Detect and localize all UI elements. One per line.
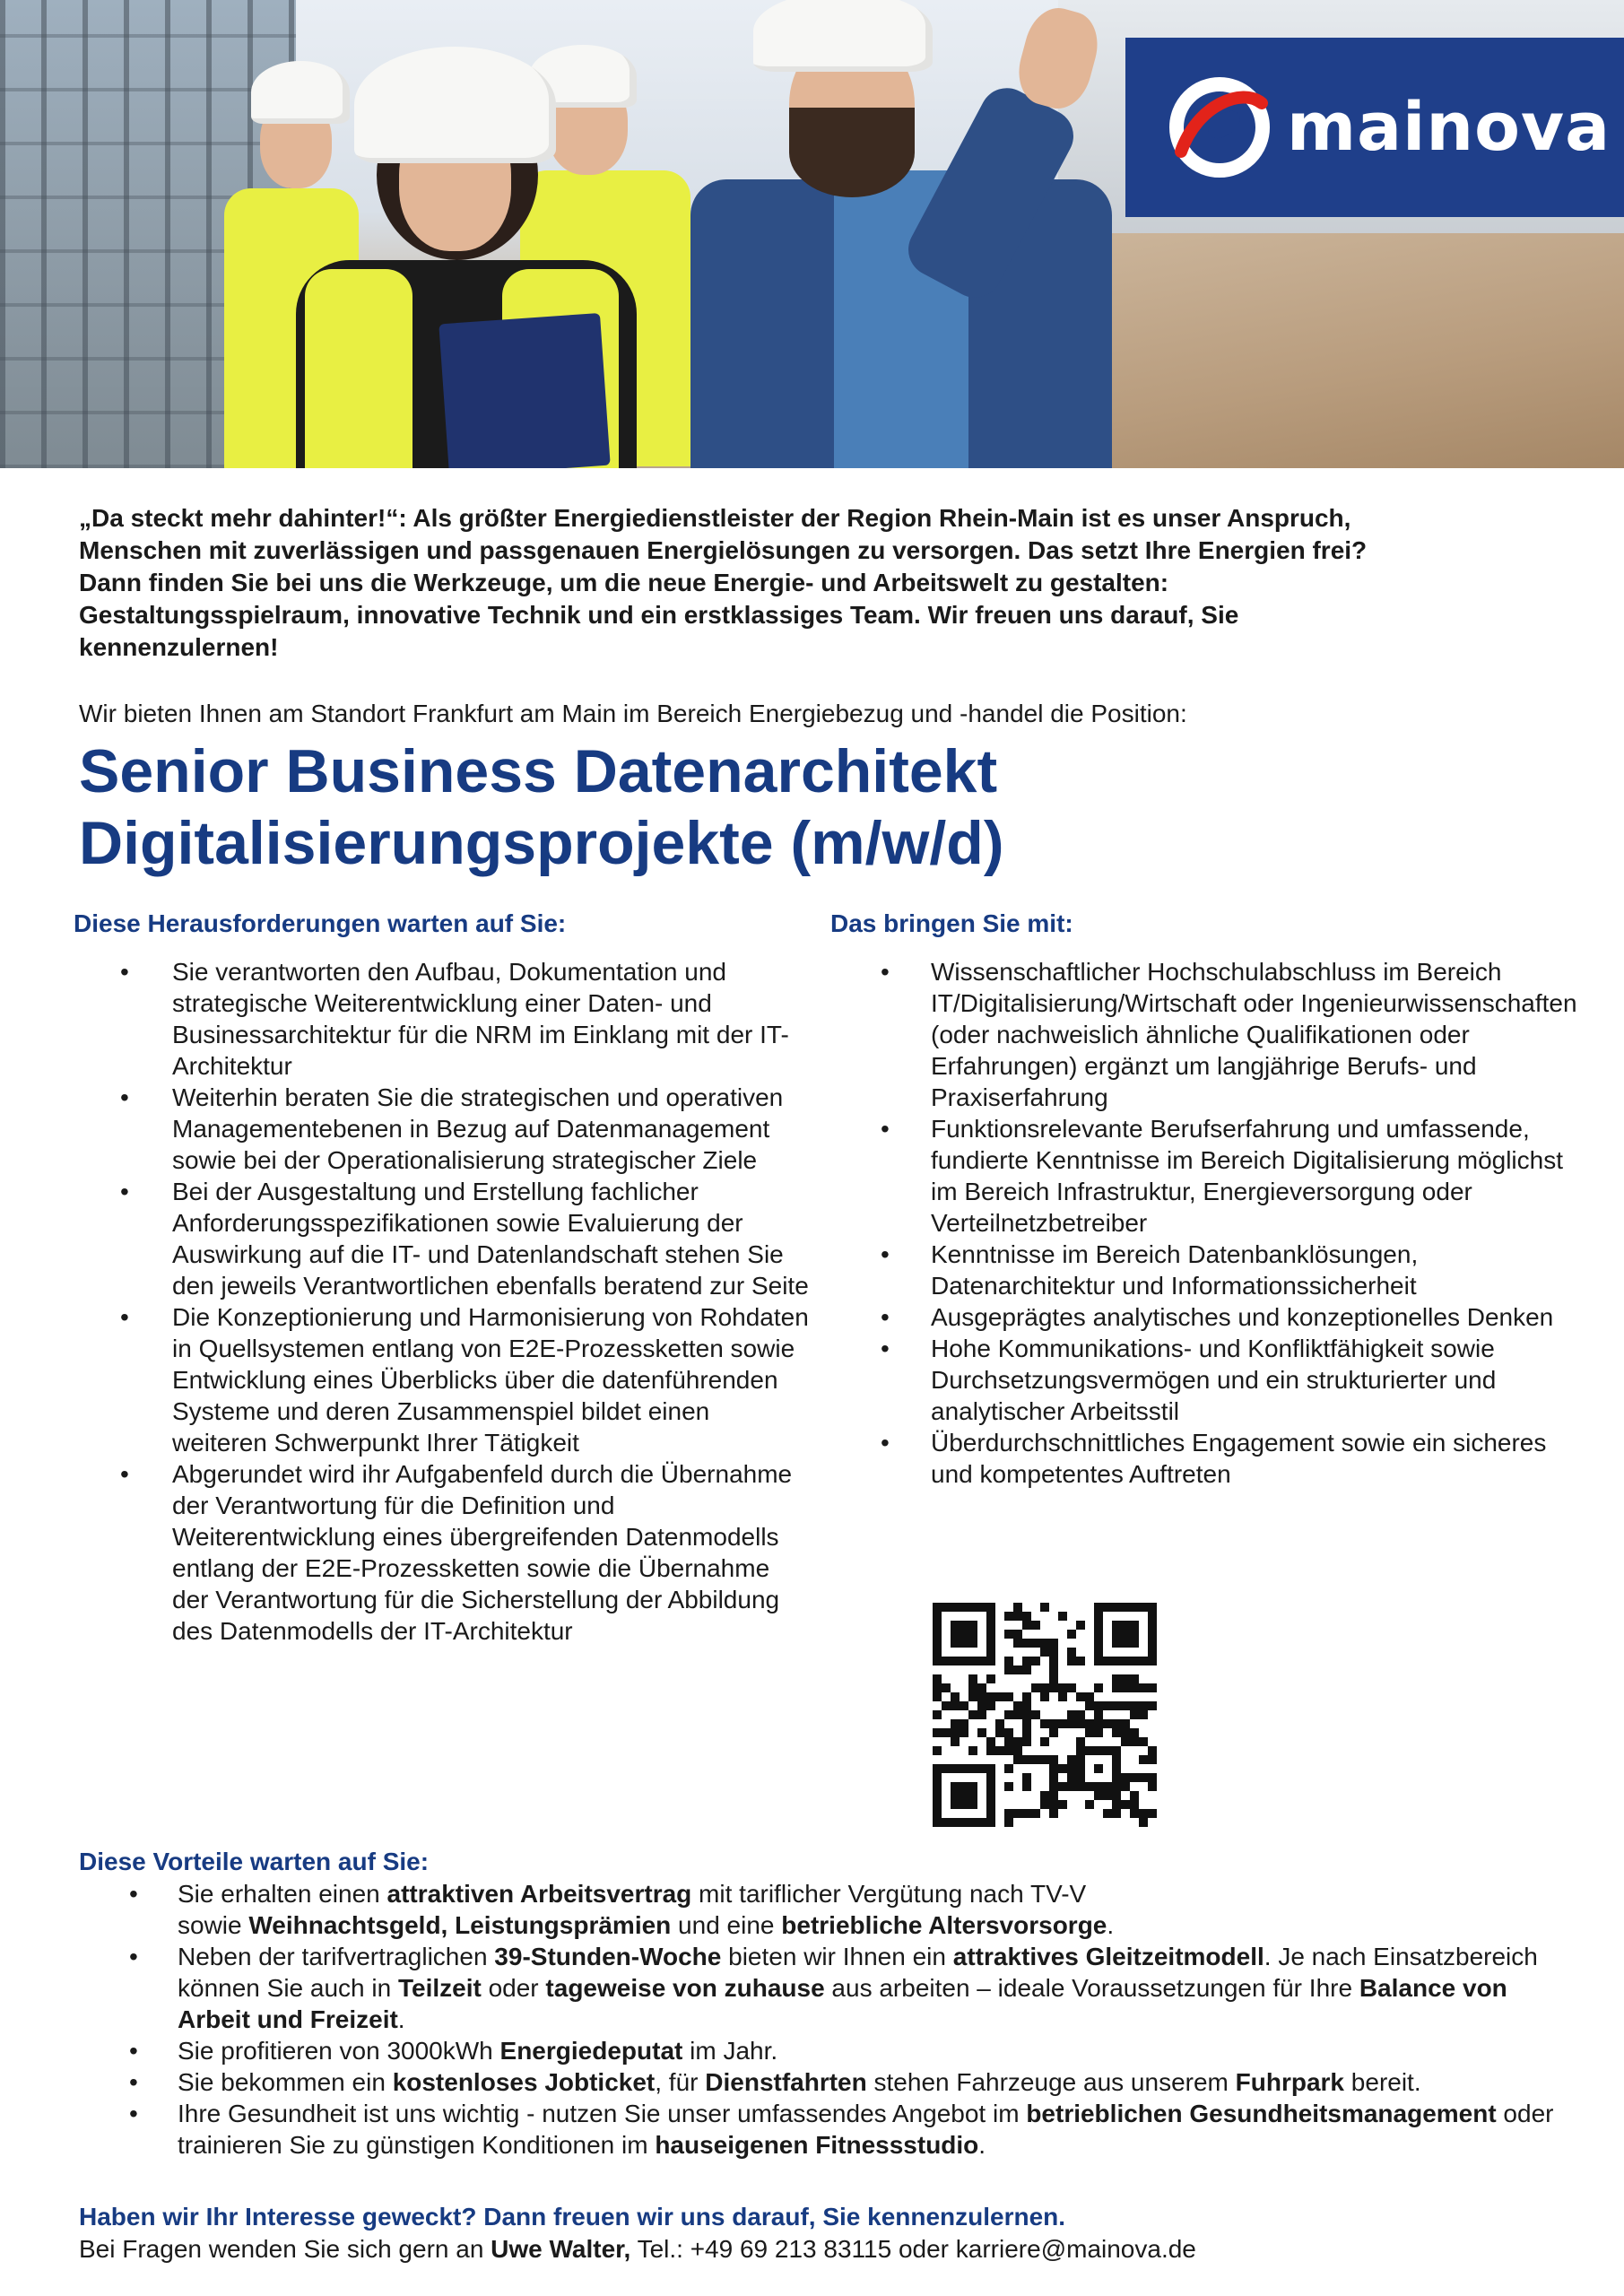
- requirements-heading: Das bringen Sie mit:: [830, 909, 1073, 937]
- position-intro-line: Wir bieten Ihnen am Standort Frankfurt am Main im Bereich Energiebezug und -handel die Position:: [79, 700, 1187, 727]
- list-item: • Neben der tarifvertraglichen 39-Stunden-Woche bieten wir Ihnen ein attraktives Gleitzeitmodell. Je nach Einsatzbereich können Sie auch in Teilzeit oder tageweise von zuhause aus arbeiten – ideale Voraussetzungen für Ihre Balance von Arbeit und Freizeit.: [79, 1941, 1585, 2035]
- list-item: • Wissenschaftlicher Hochschulabschluss im Bereich IT/Digitalisierung/Wirtschaft oder Ingenieurwissenschaften (oder nachweislich ähnliche Qualifikationen oder Erfahrungen) ergänzt um langjährige Berufs- und Praxiserfahrung: [830, 956, 1580, 1113]
- qr-code-icon[interactable]: [933, 1603, 1157, 1827]
- list-item: • Abgerundet wird ihr Aufgabenfeld durch die Übernahme der Verantwortung für die Definition und Weiterentwicklung eines übergreifenden Datenmodells entlang der E2E-Prozessketten sowie die Übernahme der Verantwortung für die Sicherstellung der Abbildung des Datenmodells der IT-Architektur: [74, 1458, 809, 1647]
- mainova-logo-mark-icon: [1161, 69, 1278, 186]
- closing-section: [79, 2201, 1585, 2266]
- list-item: • Ausgeprägtes analytisches und konzeptionelles Denken: [830, 1301, 1580, 1333]
- job-title-line-2: Digitalisierungsprojekte (m/w/d): [79, 809, 1004, 877]
- job-title-line-1: Senior Business Datenarchitekt: [79, 737, 998, 805]
- list-item: • Sie verantworten den Aufbau, Dokumentation und strategische Weiterentwicklung einer Daten- und Businessarchitektur für die NRM im Einklang mit der IT-Architektur: [74, 956, 809, 1082]
- list-item: • Kenntnisse im Bereich Datenbanklösungen, Datenarchitektur und Informationssicherheit: [830, 1239, 1580, 1301]
- list-item: • Sie erhalten einen attraktiven Arbeitsvertrag mit tariflicher Vergütung nach TV-V sowie Weihnachtsgeld, Leistungsprämien und eine betriebliche Altersvorsorge.: [79, 1878, 1585, 1941]
- challenges-list: [74, 956, 809, 1647]
- list-item: • Bei der Ausgestaltung und Erstellung fachlicher Anforderungsspezifikationen sowie Evaluierung der Auswirkung auf die IT- und Datenlandschaft stehen Sie den jeweils Verantwortlichen ebenfalls beratend zur Seite: [74, 1176, 809, 1301]
- challenges-heading: Diese Herausforderungen warten auf Sie:: [74, 909, 567, 937]
- list-item: • Weiterhin beraten Sie die strategischen und operativen Managementebenen in Bezug auf Datenmanagement sowie bei der Operationalisierung strategischer Ziele: [74, 1082, 809, 1176]
- requirements-list: [830, 956, 1580, 1490]
- job-title: [79, 735, 1568, 879]
- call-to-action: Haben wir Ihr Interesse geweckt? Dann freuen wir uns darauf, Sie kennenzulernen.: [79, 2203, 1066, 2231]
- requirements-column: [830, 908, 1580, 1490]
- list-item: • Überdurchschnittliches Engagement sowie ein sicheres und kompetentes Auftreten: [830, 1427, 1580, 1490]
- logo-wordmark: mainova: [1287, 89, 1611, 166]
- contact-line: Bei Fragen wenden Sie sich gern an Uwe Walter, Tel.: +49 69 213 83115 oder karriere@mainova.de: [79, 2235, 1196, 2263]
- mainova-logo: [1125, 38, 1624, 217]
- contact-details[interactable]: Tel.: +49 69 213 83115 oder karriere@mainova.de: [630, 2235, 1196, 2263]
- hero-image: [0, 0, 1624, 468]
- two-column-section: [74, 908, 1580, 1787]
- benefits-section: [79, 1846, 1585, 2161]
- list-item: • Ihre Gesundheit ist uns wichtig - nutzen Sie unser umfassendes Angebot im betrieblichen Gesundheitsmanagement oder trainieren Sie zu günstigen Konditionen im hauseigenen Fitnessstudio.: [79, 2098, 1585, 2161]
- list-item: • Hohe Kommunikations- und Konfliktfähigkeit sowie Durchsetzungsvermögen und ein strukturierter und analytischer Arbeitsstil: [830, 1333, 1580, 1427]
- benefits-list: [79, 1878, 1585, 2161]
- list-item: • Funktionsrelevante Berufserfahrung und umfassende, fundierte Kenntnisse im Bereich Digitalisierung möglichst im Bereich Infrastruktur, Energieversorgung oder Verteilnetzbetreiber: [830, 1113, 1580, 1239]
- list-item: • Die Konzeptionierung und Harmonisierung von Rohdaten in Quellsystemen entlang von E2E-Prozessketten sowie Entwicklung eines Überblicks über die datenführenden Systeme und deren Zusammenspiel bildet einen weiteren Schwerpunkt Ihrer Tätigkeit: [74, 1301, 809, 1458]
- contact-name: Uwe Walter,: [491, 2235, 631, 2263]
- intro-section: [79, 502, 1568, 879]
- list-item: • Sie profitieren von 3000kWh Energiedeputat im Jahr.: [79, 2035, 1585, 2066]
- list-item: • Sie bekommen ein kostenloses Jobticket, für Dienstfahrten stehen Fahrzeuge aus unserem Fuhrpark bereit.: [79, 2066, 1585, 2098]
- challenges-column: [74, 908, 809, 1647]
- intro-paragraph: „Da steckt mehr dahinter!“: Als größter Energiedienstleister der Region Rhein-Main ist es unser Anspruch, Menschen mit zuverlässigen und passgenauen Energielösungen zu versorgen. Das setzt Ihre Energien frei? Dann finden Sie bei uns die Werkzeuge, um die neue Energie- und Arbeitswelt zu gestalten: Gestaltungsspielraum, innovative Technik und ein erstklassiges Team. Wir freuen uns darauf, Sie kennenzulernen!: [79, 504, 1368, 661]
- benefits-heading: Diese Vorteile warten auf Sie:: [79, 1848, 430, 1875]
